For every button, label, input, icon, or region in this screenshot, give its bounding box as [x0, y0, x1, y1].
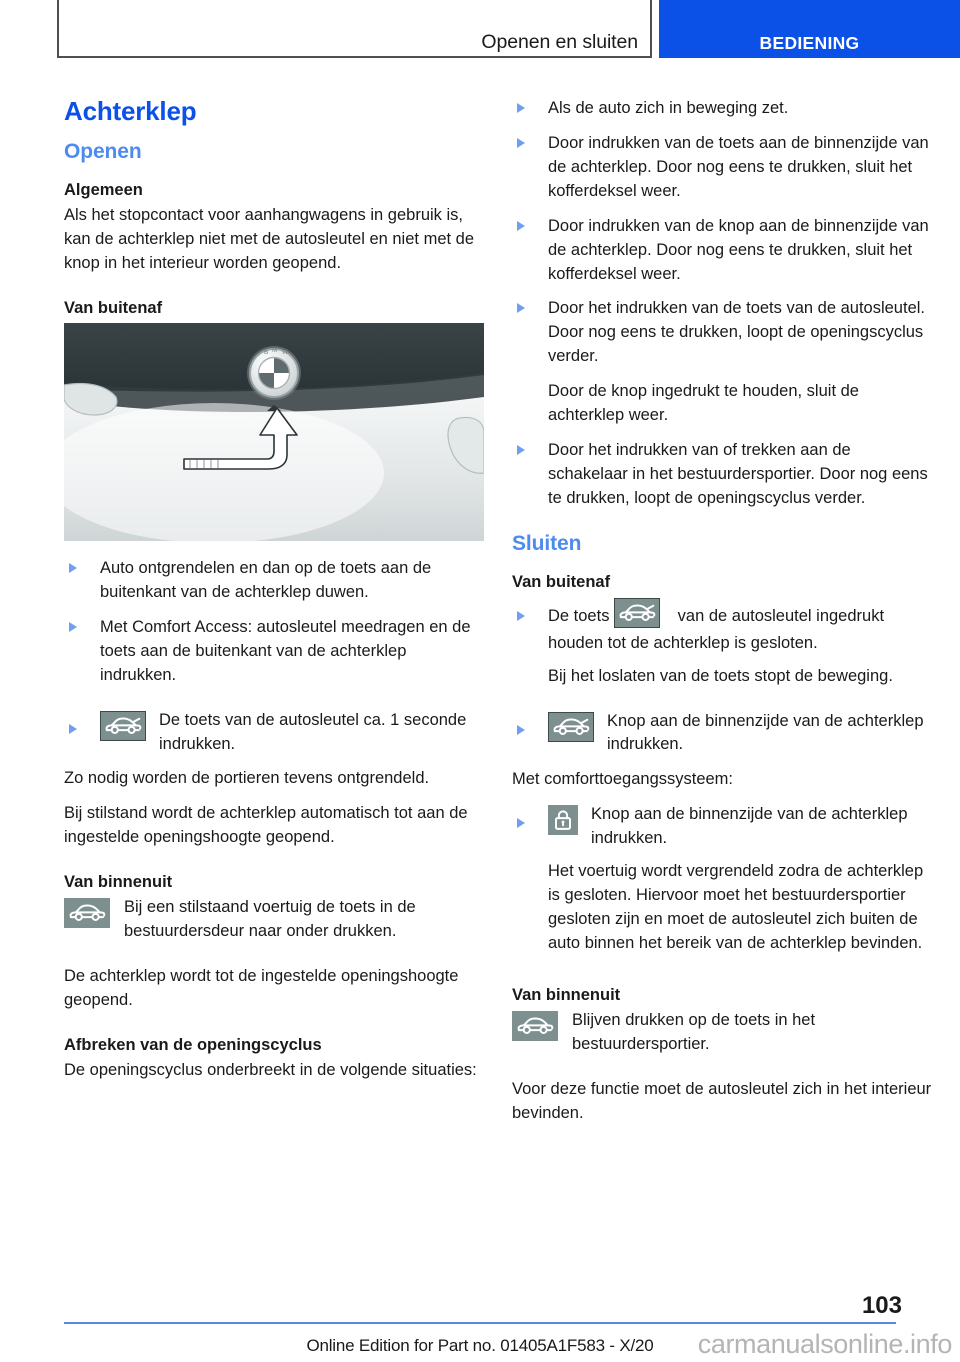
triangle-bullet-icon [69, 563, 77, 573]
paragraph-openingshoogte: Bij stilstand wordt de achterklep automatisch tot aan de ingestelde openingshoogte geopend. [64, 804, 468, 847]
paragraph-comfort: Met comforttoegangssysteem: [512, 770, 734, 789]
spacer [512, 522, 932, 532]
spacer [512, 700, 932, 710]
page-number: 103 [861, 1292, 902, 1319]
list-item-text: Auto ontgrendelen en dan op de toets aan de buitenkant van de achterklep duwen. [100, 558, 432, 601]
right-column [512, 97, 932, 1137]
spacer [64, 699, 484, 709]
icon-row-binnenuit [64, 896, 484, 944]
car-trunk-open-icon [614, 598, 660, 628]
chapter-tab [659, 0, 960, 58]
list-item-text-post: van de autosleutel ingedrukt houden tot de achterklep is gesloten. [548, 607, 885, 652]
list-item-text: Door indrukken van de toets aan de binnenzijde van de achterklep. Door nog eens te drukken, sluit het kofferdeksel weer. [548, 133, 929, 200]
list-item-text: Knop aan de binnenzijde van de achterklep indrukken. [607, 711, 924, 754]
triangle-bullet-icon [517, 818, 525, 828]
car-trunk-open-icon [548, 712, 594, 742]
icon-row-text: Bij een stilstaand voertuig de toets in de bestuurdersdeur naar onder drukken. [124, 898, 416, 941]
bullet-list-openen-buitenaf [64, 557, 484, 688]
section-heading-openen: Openen [64, 139, 142, 163]
subheading-sluiten-binnenuit: Van binnenuit [512, 985, 621, 1004]
list-item [512, 97, 932, 121]
left-column [64, 97, 484, 1094]
spacer [64, 955, 484, 965]
paragraph-sluiten-binnenuit-after: Voor deze functie moet de autosleutel zich in het interieur bevinden. [512, 1079, 932, 1122]
car-closed-icon [64, 898, 110, 928]
list-item-sluiten-inner-button [512, 710, 932, 758]
triangle-bullet-icon [69, 622, 77, 632]
list-item-text: Met Comfort Access: autosleutel meedragen en de toets aan de buitenkant van de achterklep indrukken. [100, 617, 471, 684]
breadcrumb: Openen en sluiten [481, 30, 638, 53]
svg-text:M: M [272, 346, 278, 354]
figure-tailgate-outside [64, 323, 484, 541]
svg-text:B: B [264, 348, 269, 356]
list-item-key-button [64, 709, 484, 757]
subheading-sluiten-buitenaf: Van buitenaf [512, 572, 611, 591]
spacer [512, 1068, 932, 1078]
list-item-text: Als de auto zich in beweging zet. [548, 99, 789, 117]
list-item-text: Door het indrukken van de toets van de autosleutel. Door nog eens te drukken, loopt de openingscyclus verder. [548, 299, 925, 366]
list-item-text-pre: De toets [548, 607, 610, 626]
paragraph-algemeen: Als het stopcontact voor aanhangwagens in gebruik is, kan de achterklep niet met de autosleutel en niet met de knop in het interieur worden geopend. [64, 205, 475, 272]
bullet-list-afbreken-situaties [512, 97, 932, 511]
car-trunk-open-icon [100, 711, 146, 741]
page-title: Achterklep [64, 96, 197, 126]
triangle-bullet-icon [517, 725, 525, 735]
paragraph-afbreken: De openingscyclus onderbreekt in de volgende situaties: [64, 1061, 477, 1080]
list-item [64, 557, 484, 605]
paragraph-ontgrendeld: Zo nodig worden de portieren tevens ontgrendeld. [64, 769, 430, 788]
list-item [512, 439, 932, 511]
spacer [64, 861, 484, 871]
breadcrumb-box [57, 0, 652, 58]
triangle-bullet-icon [517, 138, 525, 148]
page-header [0, 0, 960, 62]
spacer [64, 1024, 484, 1034]
list-item-text: Door indrukken van de knop aan de binnenzijde van de achterklep. Door nog eens te drukken, sluit het kofferdeksel weer. [548, 216, 929, 283]
triangle-bullet-icon [517, 221, 525, 231]
list-item [512, 132, 932, 204]
list-item-sluiten-lock [512, 803, 932, 956]
list-item-continuation: Het voertuig wordt vergrendeld zodra de achterklep is gesloten. Hiervoor moet het bestuurdersportier gesloten zijn en moet de autosleutel zich buiten de auto binnen het bereik van de achterklep bevinden. [548, 862, 924, 952]
list-item [512, 215, 932, 287]
spacer [512, 967, 932, 984]
lock-icon [548, 805, 578, 835]
svg-text:W: W [282, 348, 289, 356]
list-item-sluiten-key [512, 596, 932, 688]
triangle-bullet-icon [69, 724, 77, 734]
car-closed-icon [512, 1011, 558, 1041]
triangle-bullet-icon [517, 303, 525, 313]
list-item-continuation: Bij het loslaten van de toets stopt de beweging. [548, 666, 893, 685]
list-item-continuation: Door de knop ingedrukt te houden, sluit de achterklep weer. [548, 382, 859, 425]
list-item [64, 616, 484, 688]
subheading-algemeen: Algemeen [64, 180, 143, 199]
page-footer [0, 1278, 960, 1362]
triangle-bullet-icon [517, 103, 525, 113]
triangle-bullet-icon [517, 445, 525, 455]
list-item-text: Door het indrukken van of trekken aan de schakelaar in het bestuurdersportier. Door nog eens te drukken, loopt de openingscyclus verder. [548, 441, 928, 507]
subheading-van-buitenaf: Van buitenaf [64, 298, 163, 317]
footer-note: Online Edition for Part no. 01405A1F583 - X/20 [306, 1336, 654, 1355]
list-item [512, 297, 932, 428]
spacer [64, 287, 484, 297]
icon-row-sluiten-binnenuit [512, 1009, 932, 1057]
list-item-text: De toets van de autosleutel ca. 1 seconde indrukken. [159, 710, 467, 753]
section-heading-sluiten: Sluiten [512, 531, 582, 555]
triangle-bullet-icon [517, 611, 525, 621]
subheading-afbreken: Afbreken van de openingscyclus [64, 1036, 322, 1055]
list-item-text: Knop aan de binnenzijde van de achterklep indrukken. [591, 805, 908, 848]
watermark: carmanualsonline.info [697, 1329, 952, 1359]
chapter-tab-label: BEDIENING [759, 32, 860, 53]
paragraph-binnenuit-after: De achterklep wordt tot de ingestelde openingshoogte geopend. [64, 967, 459, 1010]
icon-row-text: Blijven drukken op de toets in het bestuurdersportier. [572, 1011, 816, 1054]
subheading-van-binnenuit: Van binnenuit [64, 873, 173, 892]
footer-divider [64, 1322, 896, 1324]
